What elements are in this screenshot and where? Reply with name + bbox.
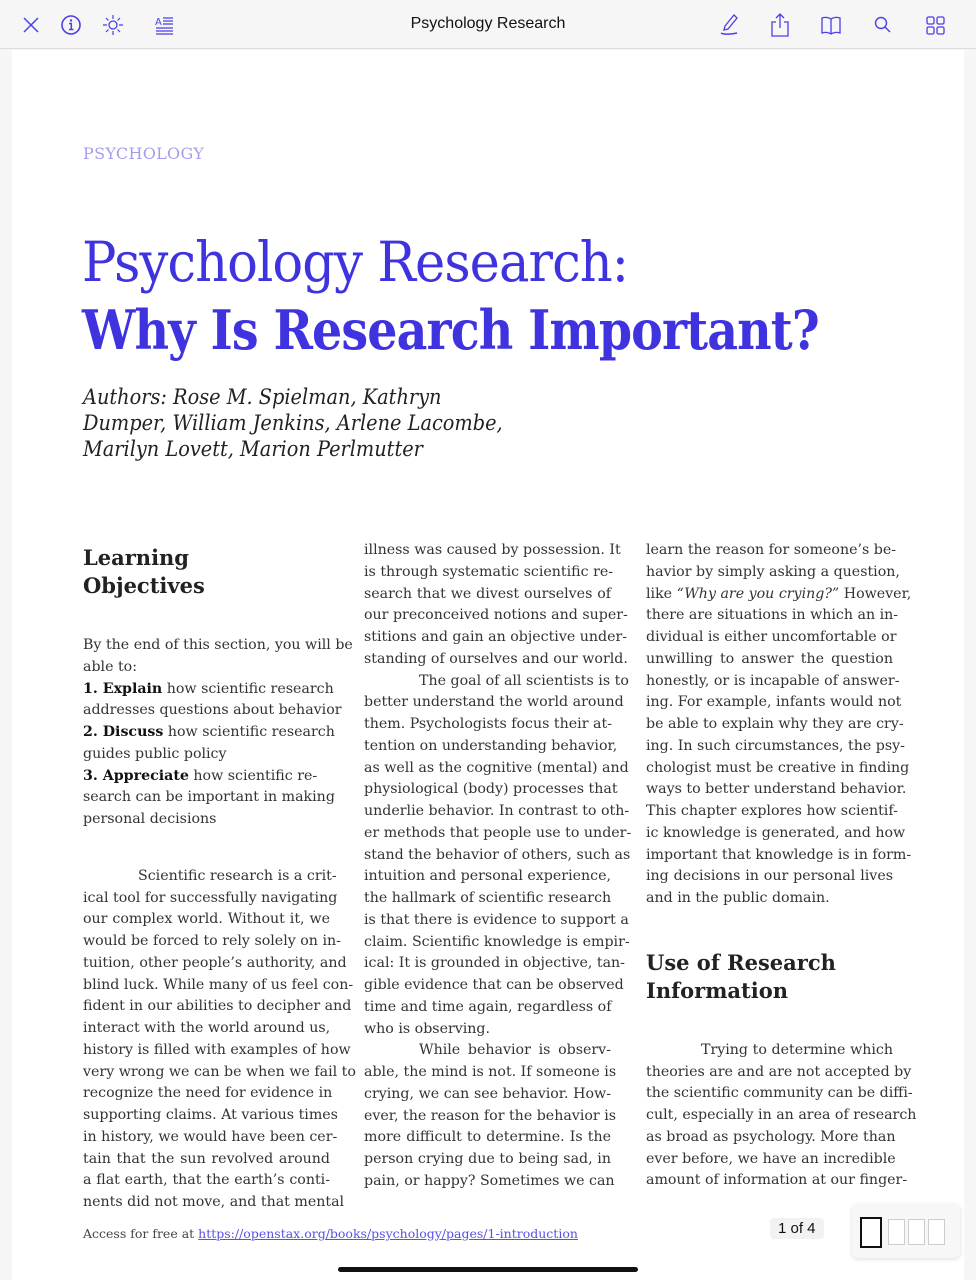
bold-text: 1. Explain xyxy=(83,680,163,697)
annotate-pen-icon[interactable] xyxy=(716,12,742,38)
footer-link[interactable]: https://openstax.org/books/psychology/pages/1-introduction xyxy=(198,1226,578,1241)
text-line: better understand the world around xyxy=(364,694,624,711)
text-line: guides public policy xyxy=(83,745,227,762)
paragraph xyxy=(646,540,912,910)
text-line: addresses questions about behavior xyxy=(83,702,342,719)
text-line: there are situations in which an in- xyxy=(646,607,899,624)
text-line: ic knowledge is generated, and how xyxy=(646,824,906,841)
learning-objectives xyxy=(83,635,353,831)
text-line: time and time again, regardless of xyxy=(364,998,612,1015)
text-line: dividual is either uncomfortable or xyxy=(646,629,897,645)
text-line xyxy=(83,722,335,744)
text-column-1 xyxy=(83,540,356,1214)
spacer xyxy=(646,910,893,945)
paragraph xyxy=(364,671,632,1041)
text-line: who is observing. xyxy=(364,1020,491,1037)
text-line: ical tool for successfully navigating xyxy=(83,889,338,906)
text-line: stitions and gain an objective under- xyxy=(364,629,628,645)
text-line: in history, we would have been cer- xyxy=(83,1128,338,1145)
text-line: Scientific research is a crit- xyxy=(138,867,337,884)
text-line: learn the reason for someone’s be- xyxy=(646,542,897,558)
text-line: more difficult to determine. Is the xyxy=(364,1129,611,1146)
text-line: While behavior is observ- xyxy=(419,1042,611,1059)
text-line: search can be important in making xyxy=(83,789,335,806)
text-line: a flat earth, that the earth’s conti- xyxy=(83,1172,330,1189)
text-line: pain, or happy? Sometimes we can xyxy=(364,1172,615,1189)
text-line: ical: It is grounded in objective, tan- xyxy=(364,955,625,972)
text-line: honestly, or is incapable of answer- xyxy=(646,672,900,689)
bold-text: 2. Discuss xyxy=(83,724,164,740)
paragraph xyxy=(364,540,628,671)
footer xyxy=(83,1226,578,1241)
page-thumbnail-3[interactable] xyxy=(908,1219,925,1245)
book-icon[interactable] xyxy=(818,12,844,38)
page-thumbnail-4[interactable] xyxy=(928,1219,945,1245)
text-line xyxy=(83,766,330,788)
subject-kicker: PSYCHOLOGY xyxy=(83,144,205,163)
text-column-3 xyxy=(646,540,917,1192)
text-line: unwilling to answer the question xyxy=(646,650,893,667)
text-line xyxy=(646,584,912,606)
text-line: able, the mind is not. If someone is xyxy=(364,1064,617,1080)
title-line-1: Psychology Research: xyxy=(82,230,629,294)
page-thumbnail-2[interactable] xyxy=(888,1219,905,1245)
text-line: tain that the sun revolved around xyxy=(83,1150,330,1167)
text-line: our complex world. Without it, we xyxy=(83,911,330,928)
text-line: and in the public domain. xyxy=(646,890,830,906)
title-line-2: Why Is Research Important? xyxy=(82,298,819,362)
page-thumbnails xyxy=(852,1204,960,1258)
text-line: important that knowledge is in form- xyxy=(646,846,912,863)
text-line: would be forced to rely solely on in- xyxy=(83,933,341,949)
text-line: ing. For example, infants would not xyxy=(646,694,902,711)
toolbar xyxy=(0,0,976,49)
text-line: ever, the reason for the behavior is xyxy=(364,1107,617,1124)
text-line: This chapter explores how scientif- xyxy=(646,803,898,819)
text: how scientific re- xyxy=(188,767,318,784)
text-line: The goal of all scientists is to xyxy=(419,672,629,689)
text-line: them. Psychologists focus their at- xyxy=(364,716,612,732)
search-icon[interactable] xyxy=(870,12,896,38)
spacer xyxy=(83,600,330,635)
document-title: Psychology Research xyxy=(410,15,566,32)
text-column-2 xyxy=(364,540,632,1193)
text-line: standing of ourselves and our world. xyxy=(364,650,628,667)
text-line: is through systematic scientific re- xyxy=(364,563,614,580)
text-line: blind luck. While many of us feel con- xyxy=(83,976,354,993)
text-line: history is filled with examples of how xyxy=(83,1041,351,1058)
text-line: ever before, we have an incredible xyxy=(646,1150,896,1167)
paragraph xyxy=(83,866,356,1214)
text-line: the hallmark of scientific research xyxy=(364,890,612,906)
text-line xyxy=(83,679,334,701)
text-line: fident in our abilities to decipher and xyxy=(83,998,352,1015)
grid-icon[interactable] xyxy=(922,12,948,38)
svg-text:A: A xyxy=(155,17,162,28)
text-line: our preconceived notions and super- xyxy=(364,607,628,624)
text-line: ing. In such circumstances, the psy- xyxy=(646,737,905,754)
text-line: By the end of this section, you will be xyxy=(83,637,353,653)
text-line: ing decisions in our personal lives xyxy=(646,868,893,885)
text-line: underlie behavior. In contrast to oth- xyxy=(364,803,630,819)
text-line: physiological (body) processes that xyxy=(364,781,618,798)
text-line: theories are and are not accepted by xyxy=(646,1063,912,1080)
text-line: nents did not move, and that mental xyxy=(83,1194,345,1210)
text-line: as broad as psychology. More than xyxy=(646,1128,896,1145)
text-line: crying, we can see behavior. How- xyxy=(364,1085,611,1102)
paragraph xyxy=(364,1040,617,1192)
text-line: illness was caused by possession. It xyxy=(364,542,621,558)
text-line: Trying to determine which xyxy=(701,1041,893,1058)
page-thumbnail-1[interactable] xyxy=(860,1217,882,1248)
bold-text: 3. Appreciate xyxy=(83,767,189,784)
text: like xyxy=(646,585,677,602)
text-line: supporting claims. At various times xyxy=(83,1107,338,1123)
text: However, xyxy=(839,585,912,602)
text-line: havior by simply asking a question, xyxy=(646,563,900,580)
home-indicator[interactable] xyxy=(338,1267,638,1272)
text-line: very wrong we can be when we fail to xyxy=(83,1063,356,1080)
text-line: tention on understanding behavior, xyxy=(364,737,618,754)
text-line: stand the behavior of others, such as xyxy=(364,846,631,863)
paragraph xyxy=(646,1040,917,1192)
text-line: search that we divest ourselves of xyxy=(364,585,611,602)
text-line: is that there is evidence to support a xyxy=(364,911,629,928)
text-line: able to: xyxy=(83,658,138,675)
share-icon[interactable] xyxy=(767,12,793,38)
text-line: be able to explain why they are cry- xyxy=(646,716,904,732)
text-line: claim. Scientific knowledge is empir- xyxy=(364,933,630,950)
spacer xyxy=(646,1005,893,1040)
spacer xyxy=(83,831,330,866)
text-line: the scientific community can be diffi- xyxy=(646,1085,913,1102)
text-line: chologist must be creative in finding xyxy=(646,759,910,776)
text-line: personal decisions xyxy=(83,811,217,827)
text: how scientific research xyxy=(163,724,335,740)
text-line: tuition, other people’s authority, and xyxy=(83,954,347,971)
italic-text: “Why are you crying?” xyxy=(676,585,840,602)
text-line: er methods that people use to under- xyxy=(364,824,632,841)
text-line: cult, especially in an area of research xyxy=(646,1107,917,1123)
text-line: as well as the cognitive (mental) and xyxy=(364,759,629,776)
text-line: intuition and personal experience, xyxy=(364,868,611,885)
section-heading: Use of Research Information xyxy=(646,949,836,1003)
authors: Authors: Rose M. Spielman, Kathryn Dumper, William Jenkins, Arlene Lacombe, Marilyn Lovett, Marion Perlmutter xyxy=(83,385,503,461)
text: how scientific research xyxy=(162,680,334,697)
text-line: recognize the need for evidence in xyxy=(83,1085,333,1102)
text-line: person crying due to being sad, in xyxy=(364,1151,611,1167)
footer-prefix: Access for free at xyxy=(83,1226,199,1241)
text-line: interact with the world around us, xyxy=(83,1020,331,1036)
page-indicator: 1 of 4 xyxy=(770,1218,824,1239)
text-line: ways to better understand behavior. xyxy=(646,781,907,798)
text-line: amount of information at our finger- xyxy=(646,1172,908,1189)
text-line: gible evidence that can be observed xyxy=(364,977,624,993)
document-page xyxy=(12,50,964,1280)
section-heading: Learning Objectives xyxy=(83,545,205,598)
